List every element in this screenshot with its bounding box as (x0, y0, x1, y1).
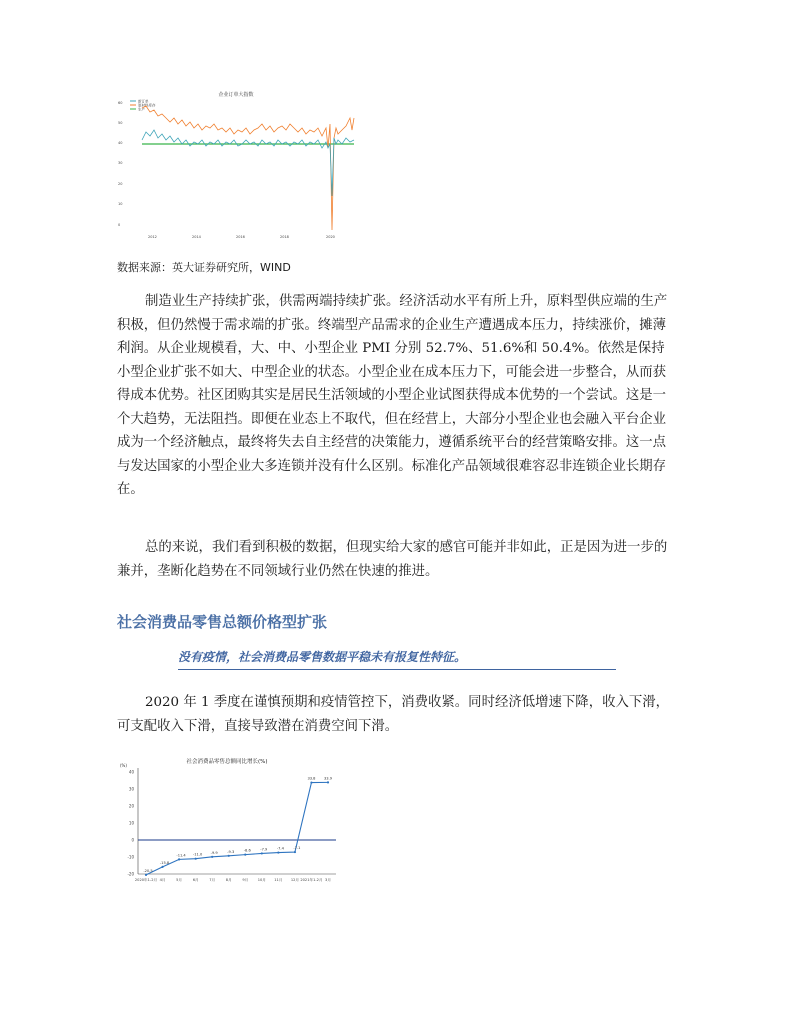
series-teal (142, 130, 354, 196)
series-orange (142, 106, 354, 230)
chart2-y-tick: 20 (128, 803, 134, 809)
chart2-y-tick: 0 (131, 837, 134, 843)
retail-sales-growth-chart (112, 754, 342, 894)
svg-text:60: 60 (118, 101, 123, 105)
chart2-y-tick: -10 (127, 854, 134, 860)
chart2-x-tick: 10月 (257, 878, 266, 882)
chart2-data-label: -11.0 (192, 852, 203, 857)
chart2-point (195, 858, 197, 860)
chart2-point (145, 874, 147, 876)
chart2-data-label: -9.3 (227, 849, 235, 854)
svg-text:50: 50 (118, 121, 123, 125)
chart1-title: 企业订单大指数 (218, 92, 254, 98)
svg-text:40: 40 (118, 141, 123, 145)
chart1-xticks (148, 235, 335, 238)
chart2-data-label: -20.5 (143, 868, 153, 873)
chart2-data-label: 33.9 (323, 776, 333, 781)
svg-text:2020: 2020 (326, 235, 335, 238)
chart2-point (244, 854, 246, 856)
svg-text:2014: 2014 (192, 235, 201, 238)
chart2-point (178, 858, 180, 860)
chart1-yticks (118, 101, 122, 227)
chart2-data-label: -15.8 (159, 860, 170, 865)
chart2-x-tick: 5月 (176, 878, 183, 882)
svg-text:2016: 2016 (236, 235, 245, 238)
chart2-x-tick: 7月 (209, 878, 216, 882)
chart2-data-label: 33.8 (307, 776, 316, 781)
chart2-data-label: -7.1 (293, 846, 301, 851)
body-paragraph-1: 制造业生产持续扩张，供需两端持续扩张。经济活动水平有所上升，原料型供应端的生产积极，但仍然慢于需求端的扩张。终端型产品需求的企业生产遭遇成本压力，持续涨价，摊薄利润。从企业规模看，大、中、小型企业 PMI 分别 52.7%、51.6%和 50.4%。依然是保持小型企业扩张不如大、中型企业的状态。小型企业在成本压力下，可能会进一步整合，从而获得成本优势。社区团购其实是居民生活领域的小型企业试图获得成本优势的一个尝试。这是一个大趋势，无法阻挡。即便在业态上不取代，但在经营上，大部分小型企业也会融入平台企业成为一个经济触点，最终将失去自主经营的决策能力，遵循系统平台的经营策略安排。这一点与发达国家的小型企业大多连锁并没有什么区别。标准化产品领域很难容忍非连锁企业长期存在。 (117, 294, 668, 497)
section-heading: 社会消费品零售总额价格型扩张 (117, 613, 328, 631)
body-paragraph-3: 2020 年 1 季度在谨慎预期和疫情管控下，消费收紧。同时经济低增速下降，收入下滑，可支配收入下滑，直接导致潜在消费空间下滑。 (117, 695, 670, 734)
svg-text:2018: 2018 (280, 235, 289, 238)
chart2-data-label: -11.4 (176, 853, 186, 858)
chart2-x-tick: 2020年1-2月 (134, 878, 158, 882)
chart2-point (294, 851, 296, 853)
chart2-series-line (146, 782, 328, 874)
chart2-data-label: -9.9 (210, 850, 218, 855)
chart2-point (327, 781, 329, 783)
chart1-legend (130, 99, 156, 112)
svg-text:10: 10 (118, 202, 123, 206)
legend-item: 新订单 (138, 99, 149, 104)
section-callout: 没有疫情，社会消费品零售数据平稳未有报复性特征。 (178, 648, 616, 670)
chart2-x-tick: 9月 (242, 878, 249, 882)
legend-item: 生产 (138, 107, 145, 112)
body-paragraph-2: 总的来说，我们看到积极的数据，但现实给大家的感官可能并非如此，正是因为进一步的兼并，垄断化趋势在不同领域行业仍然在快速的推进。 (117, 540, 668, 579)
legend-item: 原材料库存 (138, 103, 156, 108)
chart2-point (261, 852, 263, 854)
svg-text:0: 0 (118, 223, 121, 227)
svg-text:20: 20 (118, 182, 123, 186)
chart2-point (161, 866, 163, 868)
chart2-x-tick: 2021年1-2月 (300, 878, 323, 882)
chart2-point (211, 856, 213, 858)
chart2-data-label: -8.6 (243, 848, 251, 853)
chart2-x-tick: 3月 (325, 878, 331, 882)
chart2-x-tick: 4月 (159, 878, 166, 882)
svg-text:2012: 2012 (148, 235, 157, 238)
chart2-y-unit: (%) (120, 763, 127, 768)
chart2-x-tick: 8月 (225, 878, 232, 882)
chart2-y-tick: 10 (128, 820, 134, 826)
chart2-point (228, 855, 230, 857)
chart2-y-tick: 30 (128, 786, 134, 792)
figure1-source-caption: 数据来源：英大证券研究所，WIND (117, 261, 291, 274)
chart2-data-label: -7.9 (260, 847, 268, 852)
chart2-x-tick: 11月 (274, 878, 283, 882)
chart2-y-tick: -20 (127, 871, 134, 877)
chart2-point (277, 851, 279, 853)
chart2-x-tick: 12月 (290, 878, 299, 882)
chart2-y-tick: 40 (128, 769, 134, 775)
chart2-x-tick: 6月 (192, 878, 199, 882)
order-index-chart (114, 88, 366, 238)
chart2-data-label: -7.4 (276, 846, 284, 851)
chart2-point (310, 781, 312, 783)
chart2-title: 社会消费品零售总额同比增长(%) (186, 759, 268, 765)
svg-text:30: 30 (118, 161, 123, 165)
